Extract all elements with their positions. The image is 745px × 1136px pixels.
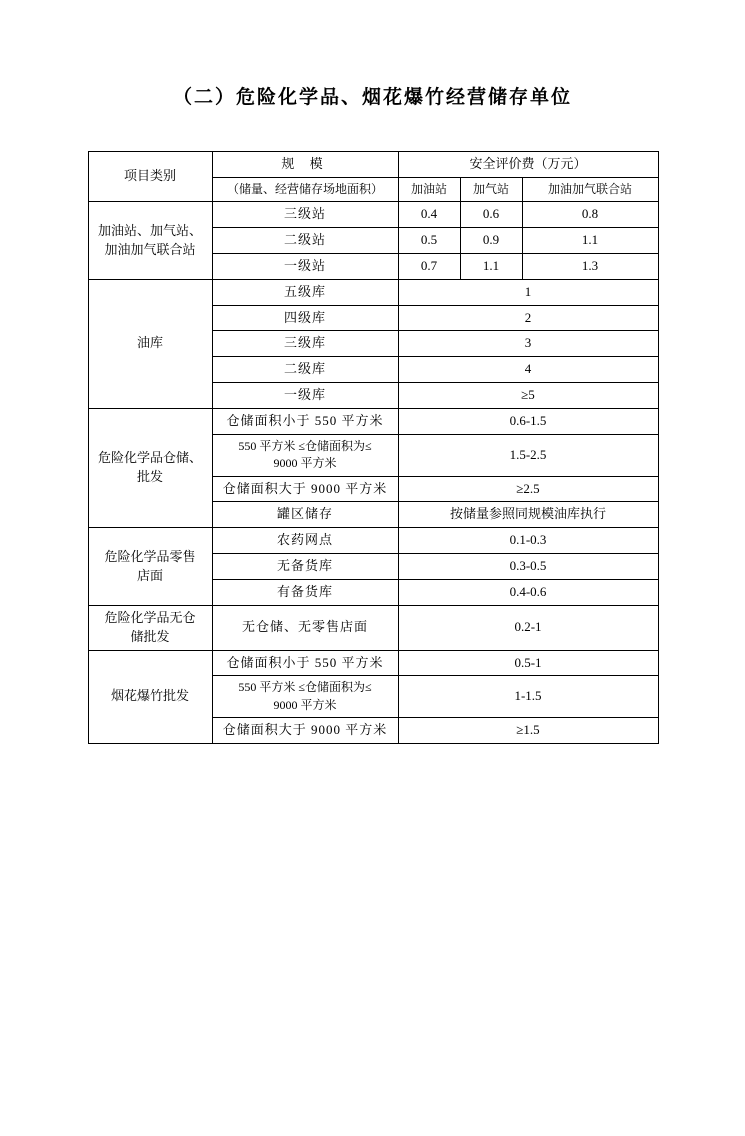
table-header-row	[88, 152, 658, 178]
header-category: 项目类别	[88, 152, 212, 202]
row-value: 0.9	[460, 228, 522, 254]
row-value: 1.5-2.5	[398, 434, 658, 476]
row-category: 烟花爆竹批发	[88, 650, 212, 743]
row-scale: 有备货库	[212, 579, 398, 605]
row-scale: 五级库	[212, 279, 398, 305]
header-fee-col-3: 加油加气联合站	[522, 177, 658, 201]
table-row	[88, 528, 658, 554]
row-value: 0.4-0.6	[398, 579, 658, 605]
row-value: 0.5	[398, 228, 460, 254]
row-value: ≥2.5	[398, 476, 658, 502]
page-title: （二）危险化学品、烟花爆竹经营储存单位	[172, 87, 572, 108]
row-scale: 四级库	[212, 305, 398, 331]
row-value: 0.6-1.5	[398, 408, 658, 434]
row-scale: 罐区储存	[212, 502, 398, 528]
row-value: 0.7	[398, 253, 460, 279]
header-scale-sub: （储量、经营储存场地面积）	[212, 177, 398, 201]
row-value: 4	[398, 357, 658, 383]
row-category: 油库	[88, 279, 212, 408]
row-scale: 无仓储、无零售店面	[212, 605, 398, 650]
row-category	[88, 605, 212, 650]
row-value: 0.5-1	[398, 650, 658, 676]
row-scale: 二级站	[212, 228, 398, 254]
row-value: 1	[398, 279, 658, 305]
row-scale	[212, 676, 398, 718]
row-value: 按储量参照同规模油库执行	[398, 502, 658, 528]
row-value: 0.2-1	[398, 605, 658, 650]
table-row	[88, 408, 658, 434]
scale-line: 550 平方米 ≤仓储面积为≤	[238, 680, 372, 695]
header-fee-col-2: 加气站	[460, 177, 522, 201]
table-row	[88, 605, 658, 650]
row-value: 1-1.5	[398, 676, 658, 718]
category-line: 店面	[136, 567, 163, 583]
scale-line: 550 平方米 ≤仓储面积为≤	[238, 438, 372, 453]
row-value: 0.4	[398, 202, 460, 228]
row-value: 0.8	[522, 202, 658, 228]
row-scale: 无备货库	[212, 554, 398, 580]
row-value: 0.6	[460, 202, 522, 228]
fee-table	[88, 151, 659, 744]
row-scale: 二级库	[212, 357, 398, 383]
row-scale: 一级站	[212, 253, 398, 279]
row-scale: 仓储面积大于 9000 平方米	[212, 718, 398, 744]
row-scale: 仓储面积小于 550 平方米	[212, 408, 398, 434]
document-page	[0, 82, 745, 1136]
category-line: 危险化学品零售	[104, 548, 196, 564]
table-row	[88, 650, 658, 676]
row-scale: 仓储面积小于 550 平方米	[212, 650, 398, 676]
table-row	[88, 202, 658, 228]
row-value: 3	[398, 331, 658, 357]
row-scale: 一级库	[212, 383, 398, 409]
category-line: 危险化学品仓储、	[97, 450, 202, 466]
category-line: 加油加气联合站	[104, 241, 196, 257]
row-scale: 三级库	[212, 331, 398, 357]
row-value: 1.3	[522, 253, 658, 279]
row-scale: 三级站	[212, 202, 398, 228]
row-category	[88, 408, 212, 527]
category-line: 储批发	[130, 628, 170, 644]
header-fee-col-1: 加油站	[398, 177, 460, 201]
row-scale: 仓储面积大于 9000 平方米	[212, 476, 398, 502]
row-category	[88, 202, 212, 280]
scale-line: 9000 平方米	[273, 456, 337, 471]
row-value: 0.1-0.3	[398, 528, 658, 554]
row-category	[88, 528, 212, 606]
row-value: 1.1	[522, 228, 658, 254]
row-value: 2	[398, 305, 658, 331]
fee-table-container	[88, 151, 658, 744]
category-line: 批发	[136, 469, 163, 485]
row-value: ≥5	[398, 383, 658, 409]
row-scale: 农药网点	[212, 528, 398, 554]
row-value: ≥1.5	[398, 718, 658, 744]
table-row	[88, 279, 658, 305]
header-scale-main: 规 模	[212, 152, 398, 178]
scale-line: 9000 平方米	[273, 697, 337, 712]
category-line: 危险化学品无仓	[104, 609, 196, 625]
row-scale	[212, 434, 398, 476]
row-value: 1.1	[460, 253, 522, 279]
row-value: 0.3-0.5	[398, 554, 658, 580]
header-fee-group: 安全评价费（万元）	[398, 152, 658, 178]
category-line: 加油站、加气站、	[97, 222, 202, 238]
